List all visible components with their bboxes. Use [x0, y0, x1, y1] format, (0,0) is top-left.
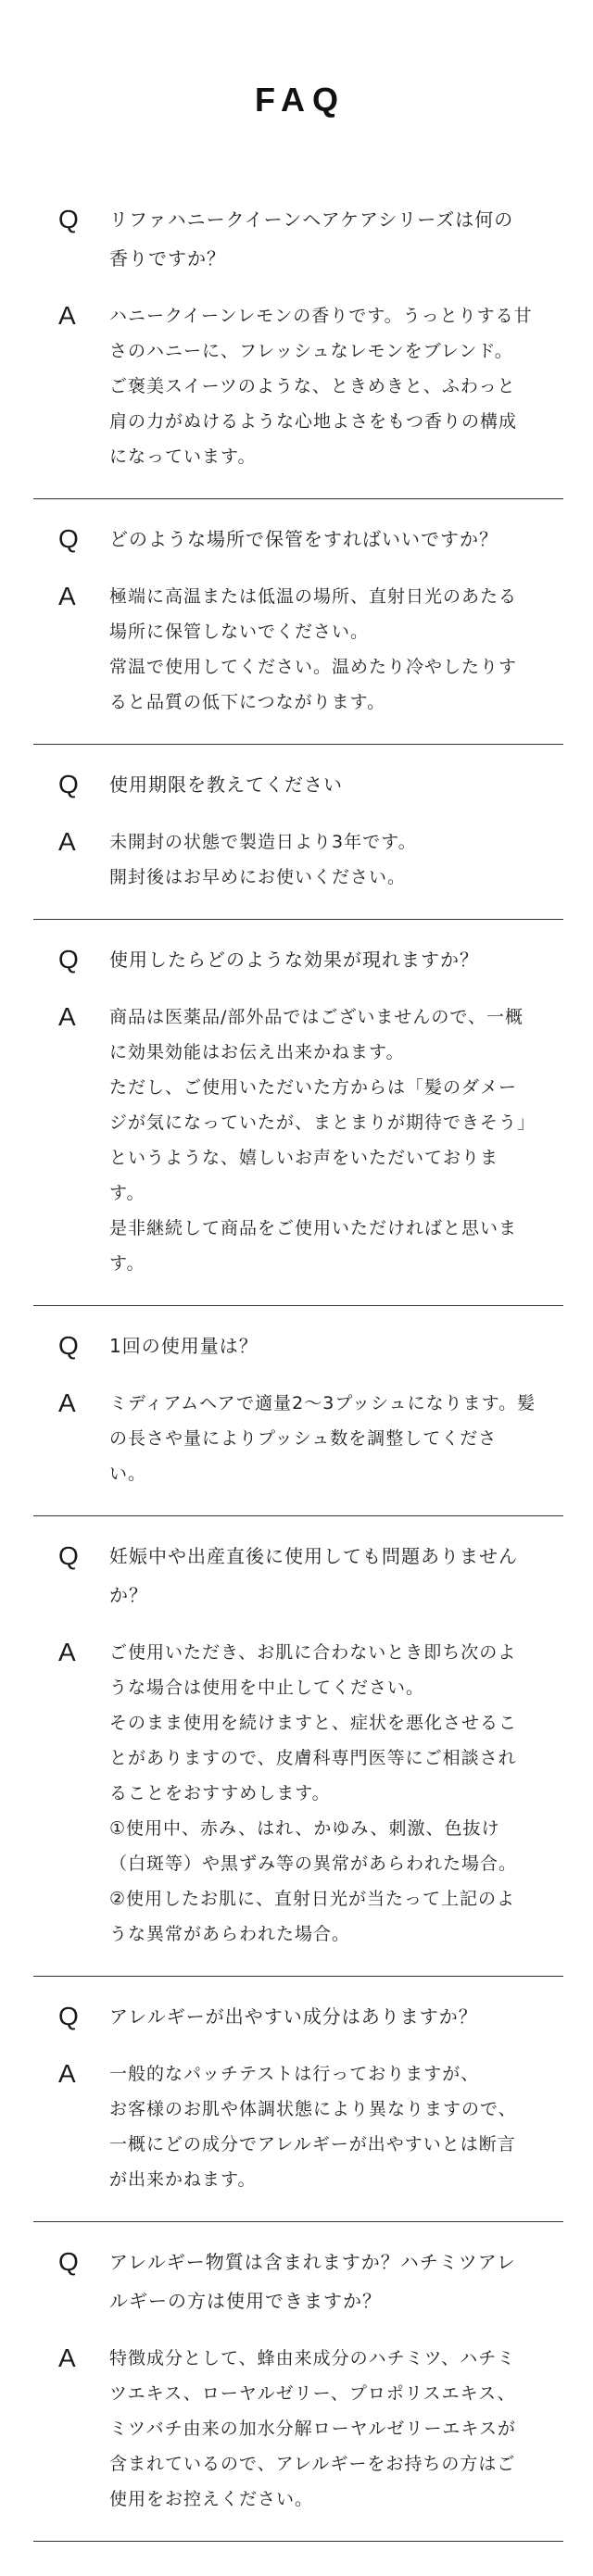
answer-line: 是非継続して商品をご使用いただければと思いま	[109, 1218, 518, 1238]
faq-question	[33, 940, 563, 979]
question-text	[109, 1537, 563, 1615]
answer-text	[109, 824, 563, 895]
page-header	[0, 0, 593, 180]
answer-line: す。	[109, 1183, 145, 1203]
faq-item	[33, 499, 563, 745]
answer-line: い。	[109, 1464, 147, 1484]
question-line: か？	[109, 1584, 148, 1606]
answer-line: ツエキス、ローヤルゼリー、プロポリスエキス、	[109, 2383, 516, 2404]
question-marker: Q	[58, 205, 79, 233]
answer-line: ①使用中、赤み、はれ、かゆみ、刺激、色抜け	[109, 1818, 500, 1839]
answer-text	[109, 298, 563, 474]
answer-line: とがありますので、皮膚科専門医等にご相談され	[109, 1748, 517, 1768]
answer-marker: A	[58, 1389, 76, 1417]
answer-line: に効果効能はお伝え出来かねます。	[109, 1042, 405, 1062]
answer-line: 極端に高温または低温の場所、直射日光のあたる	[109, 586, 518, 607]
question-text	[109, 2243, 563, 2320]
answer-line: 一概にどの成分でアレルギーが出やすいとは断言	[109, 2134, 516, 2155]
question-text	[109, 520, 563, 559]
answer-marker: A	[58, 2059, 76, 2088]
answer-marker: A	[58, 827, 76, 856]
answer-line: ることをおすすめします。	[109, 1783, 331, 1803]
question-text	[109, 940, 563, 979]
answer-line: 一般的なパッチテストは行っておりますが、	[109, 2064, 480, 2084]
answer-marker: A	[58, 1002, 76, 1031]
question-marker: Q	[58, 945, 79, 974]
faq-answer	[33, 2056, 563, 2197]
answer-line: ると品質の低下につながります。	[109, 692, 386, 712]
answer-marker: A	[58, 301, 76, 330]
faq-list	[33, 180, 563, 2542]
answer-line: 特徴成分として、蜂由来成分のハチミツ、ハチミ	[109, 2348, 516, 2369]
faq-answer	[33, 1386, 563, 1491]
faq-item	[33, 1306, 563, 1516]
faq-item	[33, 1516, 563, 1977]
question-line: 使用したらどのような効果が現れますか？	[109, 949, 479, 971]
question-marker: Q	[58, 2002, 79, 2030]
faq-question	[33, 1326, 563, 1365]
answer-line: 使用をお控えください。	[109, 2489, 314, 2509]
answer-text	[109, 2341, 563, 2517]
faq-question	[33, 1537, 563, 1615]
faq-answer	[33, 1635, 563, 1952]
answer-line: 肩の力がぬけるような心地よさをもつ香りの構成	[109, 411, 518, 432]
answer-line: ②使用したお肌に、直射日光が当たって上記のよ	[109, 1889, 516, 1909]
question-marker: Q	[58, 1541, 79, 1570]
answer-line: うな異常があらわれた場合。	[109, 1924, 351, 1944]
answer-line: の長さや量によりプッシュ数を調整してくださ	[109, 1428, 498, 1449]
faq-answer	[33, 2341, 563, 2517]
faq-item	[33, 1977, 563, 2222]
question-line: どのような場所で保管をすればいいですか？	[109, 528, 498, 550]
question-line: アレルギーが出やすい成分はありますか？	[109, 2005, 478, 2028]
answer-line: す。	[109, 1253, 145, 1274]
answer-line: ご褒美スイーツのような、ときめきと、ふわっと	[109, 376, 516, 396]
question-line: ルギーの方は使用できますか？	[109, 2290, 382, 2312]
answer-line: というような、嬉しいお声をいただいておりま	[109, 1148, 499, 1168]
faq-answer	[33, 824, 563, 895]
question-marker: Q	[58, 770, 79, 798]
question-marker: Q	[58, 1331, 79, 1360]
answer-line: 未開封の状態で製造日より3年です。	[109, 832, 417, 852]
question-line: 1回の使用量は？	[109, 1335, 259, 1357]
answer-line: になっています。	[109, 446, 257, 467]
question-line: 香りですか？	[109, 247, 226, 270]
page-title: FAQ	[254, 81, 346, 119]
answer-text	[109, 2056, 563, 2197]
faq-answer	[33, 999, 563, 1281]
answer-line: 場所に保管しないでください。	[109, 622, 370, 642]
answer-line: 含まれているので、アレルギーをお持ちの方はご	[109, 2454, 516, 2474]
answer-marker: A	[58, 2344, 76, 2372]
question-marker: Q	[58, 2247, 79, 2276]
question-line: アレルギー物質は含まれますか？ハチミツアレ	[109, 2251, 516, 2273]
faq-item	[33, 920, 563, 1306]
question-text	[109, 1997, 563, 2036]
answer-line: 開封後はお早めにお使いください。	[109, 867, 407, 887]
question-text	[109, 200, 563, 278]
faq-question	[33, 1997, 563, 2036]
question-line: リファハニークイーンヘアケアシリーズは何の	[109, 208, 514, 231]
question-line: 妊娠中や出産直後に使用しても問題ありません	[109, 1545, 518, 1567]
faq-question	[33, 200, 563, 278]
answer-text	[109, 579, 563, 720]
answer-text	[109, 1635, 563, 1952]
answer-line: （白斑等）や黒ずみ等の異常があらわれた場合。	[109, 1853, 518, 1874]
faq-question	[33, 765, 563, 804]
answer-line: 常温で使用してください。温めたり冷やしたりす	[109, 657, 518, 677]
faq-answer	[33, 298, 563, 474]
faq-answer	[33, 579, 563, 720]
faq-question	[33, 520, 563, 559]
question-text	[109, 765, 563, 804]
answer-marker: A	[58, 1638, 76, 1666]
faq-item	[33, 2222, 563, 2542]
question-text	[109, 1326, 563, 1365]
answer-marker: A	[58, 582, 76, 610]
answer-line: 商品は医薬品/部外品ではございませんので、一概	[109, 1007, 524, 1027]
answer-line: が出来かねます。	[109, 2169, 257, 2190]
question-line: 使用期限を教えてください	[109, 773, 343, 796]
faq-item	[33, 745, 563, 920]
question-marker: Q	[58, 524, 79, 553]
faq-item	[33, 180, 563, 499]
answer-text	[109, 1386, 563, 1491]
answer-line: さのハニーに、フレッシュなレモンをブレンド。	[109, 341, 513, 361]
answer-line: ハニークイーンレモンの香りです。うっとりする甘	[109, 306, 533, 326]
answer-line: ジが気になっていたが、まとまりが期待できそう」	[109, 1112, 536, 1133]
faq-question	[33, 2243, 563, 2320]
answer-line: お客様のお肌や体調状態により異なりますので、	[109, 2099, 517, 2119]
answer-line: ミディアムヘアで適量2〜3プッシュになります。髪	[109, 1393, 536, 1414]
answer-line: ご使用いただき、お肌に合わないとき即ち次のよ	[109, 1642, 517, 1663]
answer-line: そのまま使用を続けますと、症状を悪化させるこ	[109, 1713, 518, 1733]
answer-line: ただし、ご使用いただいた方からは「髪のダメー	[109, 1077, 518, 1098]
answer-line: うな場合は使用を中止してください。	[109, 1678, 425, 1698]
answer-text	[109, 999, 563, 1281]
answer-line: ミツバチ由来の加水分解ローヤルゼリーエキスが	[109, 2419, 517, 2439]
